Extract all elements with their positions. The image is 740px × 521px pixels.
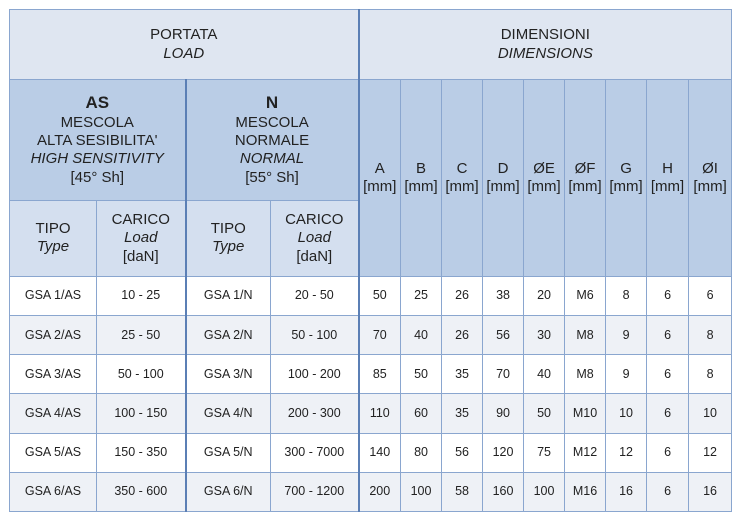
dim-cell-g: 12 bbox=[606, 433, 647, 472]
as-load-unit: [daN] bbox=[122, 247, 159, 265]
dim-cell-f: M8 bbox=[565, 355, 606, 394]
dim-col-b bbox=[401, 80, 442, 277]
dim-cell-h: 6 bbox=[647, 316, 689, 355]
n-load-sub: Load bbox=[297, 229, 331, 247]
group-as-hardness: [45° Sh] bbox=[70, 168, 125, 186]
table-row bbox=[10, 316, 732, 355]
dimensions-subtitle: DIMENSIONS bbox=[497, 44, 593, 62]
dim-cell-c: 35 bbox=[442, 355, 483, 394]
group-as-code: AS bbox=[85, 93, 110, 113]
dim-label-i: ØI bbox=[702, 159, 718, 177]
dim-cell-f: M16 bbox=[565, 472, 606, 511]
as-type-cell: GSA 2/AS bbox=[10, 316, 97, 355]
dim-cell-i: 16 bbox=[689, 472, 732, 511]
as-load-cell: 100 - 150 bbox=[97, 394, 186, 433]
dim-cell-e: 40 bbox=[524, 355, 565, 394]
header-row-groups bbox=[10, 80, 732, 200]
dim-cell-a: 50 bbox=[359, 277, 401, 316]
dim-cell-g: 10 bbox=[606, 394, 647, 433]
n-type-header bbox=[186, 200, 271, 276]
dim-unit-h: [mm] bbox=[650, 178, 685, 196]
as-type-label: TIPO bbox=[35, 220, 71, 238]
n-load-cell: 300 - 7000 bbox=[271, 433, 359, 472]
dim-unit-a: [mm] bbox=[363, 178, 397, 196]
dim-cell-d: 90 bbox=[483, 394, 524, 433]
dim-col-g bbox=[606, 80, 647, 277]
group-as-header bbox=[10, 80, 186, 200]
table-row bbox=[10, 472, 732, 511]
table-row bbox=[10, 277, 732, 316]
dim-cell-f: M8 bbox=[565, 316, 606, 355]
n-load-cell: 50 - 100 bbox=[271, 316, 359, 355]
dim-cell-a: 110 bbox=[359, 394, 401, 433]
dim-cell-b: 25 bbox=[401, 277, 442, 316]
dim-cell-b: 60 bbox=[401, 394, 442, 433]
as-type-cell: GSA 4/AS bbox=[10, 394, 97, 433]
dim-cell-c: 26 bbox=[442, 316, 483, 355]
table-row bbox=[10, 433, 732, 472]
dim-col-e bbox=[524, 80, 565, 277]
dim-cell-e: 20 bbox=[524, 277, 565, 316]
dim-label-g: G bbox=[620, 159, 632, 177]
specification-table bbox=[9, 9, 732, 512]
dim-unit-e: [mm] bbox=[527, 178, 561, 196]
load-title: PORTATA bbox=[150, 26, 218, 44]
dim-label-e: ØE bbox=[533, 159, 555, 177]
n-load-label: CARICO bbox=[285, 210, 344, 228]
dim-cell-a: 85 bbox=[359, 355, 401, 394]
dim-cell-b: 40 bbox=[401, 316, 442, 355]
as-type-cell: GSA 5/AS bbox=[10, 433, 97, 472]
n-load-header bbox=[271, 200, 359, 276]
as-load-cell: 350 - 600 bbox=[97, 472, 186, 511]
dim-cell-a: 200 bbox=[359, 472, 401, 511]
dim-cell-b: 80 bbox=[401, 433, 442, 472]
dim-cell-f: M12 bbox=[565, 433, 606, 472]
dim-label-c: C bbox=[456, 159, 468, 177]
dim-col-h bbox=[647, 80, 689, 277]
dim-cell-c: 58 bbox=[442, 472, 483, 511]
dim-cell-f: M10 bbox=[565, 394, 606, 433]
dim-cell-h: 6 bbox=[647, 433, 689, 472]
dim-unit-d: [mm] bbox=[486, 178, 520, 196]
dim-label-d: D bbox=[497, 159, 509, 177]
n-type-cell: GSA 2/N bbox=[186, 316, 271, 355]
dim-cell-a: 70 bbox=[359, 316, 401, 355]
header-row-top bbox=[10, 10, 732, 80]
as-load-header bbox=[97, 200, 186, 276]
n-type-cell: GSA 1/N bbox=[186, 277, 271, 316]
dim-cell-e: 50 bbox=[524, 394, 565, 433]
dim-cell-i: 6 bbox=[689, 277, 732, 316]
n-type-cell: GSA 3/N bbox=[186, 355, 271, 394]
n-type-sub: Type bbox=[212, 238, 245, 256]
dim-unit-b: [mm] bbox=[404, 178, 438, 196]
dim-label-f: ØF bbox=[574, 159, 596, 177]
dim-cell-b: 100 bbox=[401, 472, 442, 511]
dim-cell-g: 16 bbox=[606, 472, 647, 511]
group-n-code: N bbox=[265, 93, 279, 113]
as-type-cell: GSA 6/AS bbox=[10, 472, 97, 511]
as-load-cell: 25 - 50 bbox=[97, 316, 186, 355]
n-load-cell: 100 - 200 bbox=[271, 355, 359, 394]
as-type-header bbox=[10, 200, 97, 276]
load-subtitle: LOAD bbox=[163, 44, 205, 62]
dim-label-b: B bbox=[416, 159, 427, 177]
dim-cell-d: 70 bbox=[483, 355, 524, 394]
dim-col-a bbox=[359, 80, 401, 277]
n-type-cell: GSA 5/N bbox=[186, 433, 271, 472]
table-row bbox=[10, 394, 732, 433]
dim-cell-g: 9 bbox=[606, 316, 647, 355]
dim-col-d bbox=[483, 80, 524, 277]
group-as-line2: ALTA SESIBILITA' bbox=[37, 132, 158, 150]
dim-col-i bbox=[689, 80, 732, 277]
dim-cell-d: 160 bbox=[483, 472, 524, 511]
as-type-cell: GSA 3/AS bbox=[10, 355, 97, 394]
dim-cell-h: 6 bbox=[647, 472, 689, 511]
as-type-cell: GSA 1/AS bbox=[10, 277, 97, 316]
as-load-cell: 50 - 100 bbox=[97, 355, 186, 394]
dim-cell-d: 56 bbox=[483, 316, 524, 355]
dim-unit-f: [mm] bbox=[568, 178, 602, 196]
dim-cell-g: 9 bbox=[606, 355, 647, 394]
group-as-line1: MESCOLA bbox=[60, 113, 134, 131]
n-type-cell: GSA 4/N bbox=[186, 394, 271, 433]
n-type-label: TIPO bbox=[210, 220, 246, 238]
dim-cell-c: 56 bbox=[442, 433, 483, 472]
dim-col-f bbox=[565, 80, 606, 277]
dim-cell-i: 8 bbox=[689, 355, 732, 394]
dim-cell-e: 30 bbox=[524, 316, 565, 355]
dim-cell-h: 6 bbox=[647, 277, 689, 316]
dim-col-c bbox=[442, 80, 483, 277]
dim-cell-h: 6 bbox=[647, 394, 689, 433]
n-load-cell: 700 - 1200 bbox=[271, 472, 359, 511]
as-load-cell: 10 - 25 bbox=[97, 277, 186, 316]
as-load-sub: Load bbox=[124, 229, 158, 247]
dim-cell-g: 8 bbox=[606, 277, 647, 316]
as-load-cell: 150 - 350 bbox=[97, 433, 186, 472]
dim-cell-h: 6 bbox=[647, 355, 689, 394]
dim-cell-d: 120 bbox=[483, 433, 524, 472]
group-n-line2: NORMALE bbox=[234, 132, 310, 150]
as-load-label: CARICO bbox=[111, 210, 170, 228]
dimensions-title: DIMENSIONI bbox=[500, 26, 590, 44]
n-load-unit: [daN] bbox=[296, 247, 333, 265]
dim-cell-d: 38 bbox=[483, 277, 524, 316]
dim-cell-c: 26 bbox=[442, 277, 483, 316]
dim-cell-i: 8 bbox=[689, 316, 732, 355]
dim-cell-e: 75 bbox=[524, 433, 565, 472]
dimensions-header bbox=[359, 10, 732, 80]
group-n-header bbox=[186, 80, 359, 200]
dim-label-h: H bbox=[662, 159, 673, 177]
dim-unit-c: [mm] bbox=[445, 178, 479, 196]
dim-cell-e: 100 bbox=[524, 472, 565, 511]
dim-cell-c: 35 bbox=[442, 394, 483, 433]
dim-cell-a: 140 bbox=[359, 433, 401, 472]
dim-cell-i: 10 bbox=[689, 394, 732, 433]
as-type-sub: Type bbox=[36, 238, 70, 256]
dim-label-a: A bbox=[374, 159, 385, 177]
group-n-line1: MESCOLA bbox=[235, 113, 309, 131]
n-load-cell: 200 - 300 bbox=[271, 394, 359, 433]
dim-unit-i: [mm] bbox=[693, 178, 727, 196]
dim-unit-g: [mm] bbox=[609, 178, 643, 196]
dim-cell-i: 12 bbox=[689, 433, 732, 472]
load-header bbox=[10, 10, 359, 80]
dim-cell-b: 50 bbox=[401, 355, 442, 394]
table-row bbox=[10, 355, 732, 394]
group-n-hardness: [55° Sh] bbox=[245, 168, 299, 186]
group-n-line3: NORMAL bbox=[239, 150, 305, 168]
n-load-cell: 20 - 50 bbox=[271, 277, 359, 316]
group-as-line3: HIGH SENSITIVITY bbox=[30, 150, 164, 168]
n-type-cell: GSA 6/N bbox=[186, 472, 271, 511]
dim-cell-f: M6 bbox=[565, 277, 606, 316]
